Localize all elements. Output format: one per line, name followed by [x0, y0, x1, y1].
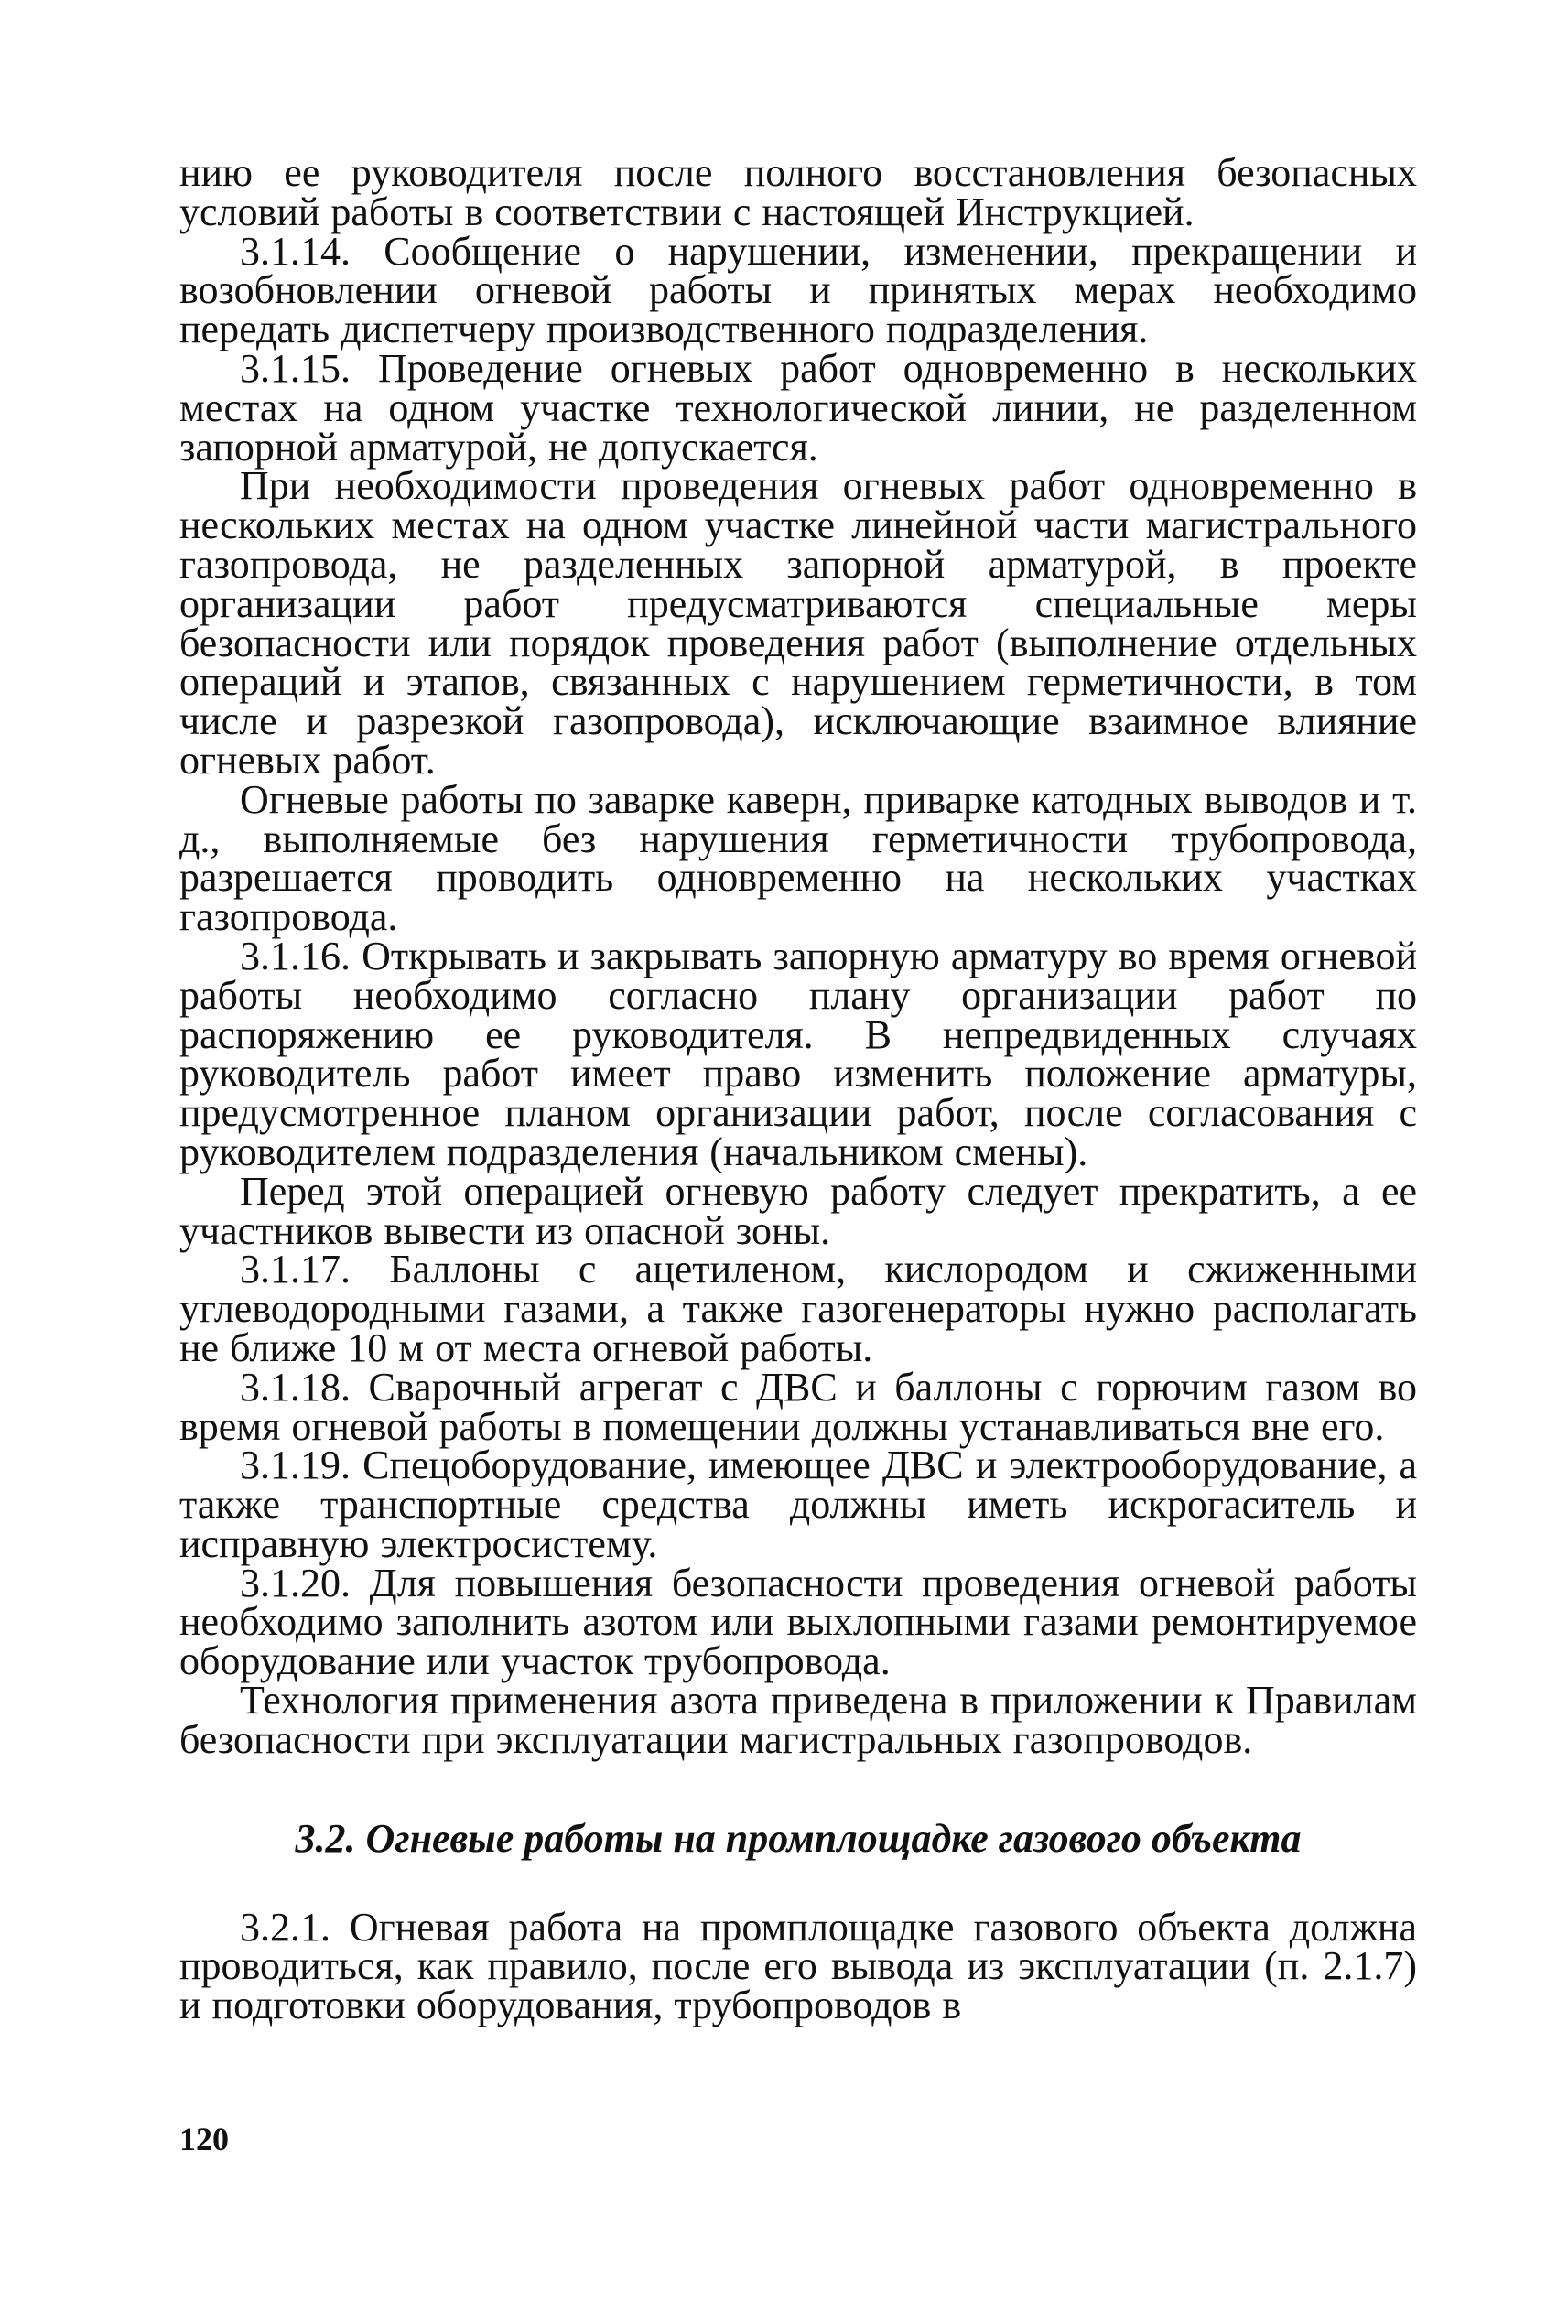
- section-heading-3-2: 3.2. Огневые работы на промплощадке газового объекта: [295, 1815, 1302, 1861]
- paragraph-3-1-17: 3.1.17. Баллоны с ацетиленом, кислородом и сжиженными углеводородными газами, а также газогенераторы нужно располагать не ближе 10 м от места огневой работы.: [179, 1247, 1417, 1370]
- paragraph-3-1-16: 3.1.16. Открывать и закрывать запорную арматуру во время огневой работы необходимо согласно плану организации работ по распоряжению ее руководителя. В непредвиденных случаях руководитель работ имеет право изменить положение арматуры, предусмотренное планом организации работ, после согласования с руководителем подразделения (начальником смены).: [179, 933, 1417, 1174]
- paragraph-stop-work: Перед этой операцией огневую работу следует прекратить, а ее участников вывести из опасной зоны.: [179, 1168, 1417, 1253]
- page-body: [179, 150, 1417, 2028]
- paragraph-cavern-welding: Огневые работы по заварке каверн, приварке катодных выводов и т. д., выполняемые без нарушения герметичности трубопровода, разрешается проводить одновременно на нескольких участках газопровода.: [179, 776, 1417, 940]
- paragraph-3-1-15: 3.1.15. Проведение огневых работ одновременно в нескольких местах на одном участке технологической линии, не разделенном запорной арматурой, не допускается.: [179, 345, 1417, 470]
- paragraph-3-1-18: 3.1.18. Сварочный агрегат с ДВС и баллоны с горючим газом во время огневой работы в помещении должны устанавливаться вне его.: [179, 1364, 1417, 1449]
- paragraph-3-1-14: 3.1.14. Сообщение о нарушении, изменении, прекращении и возобновлении огневой работы и принятых мерах необходимо передать диспетчеру производственного подразделения.: [179, 228, 1417, 352]
- paragraph-continuation: нию ее руководителя после полного восстановления безопасных условий работы в соответствии с настоящей Инструкцией.: [179, 150, 1417, 234]
- paragraph-3-1-20: 3.1.20. Для повышения безопасности проведения огневой работы необходимо заполнить азотом или выхлопными газами ремонтируемое оборудование или участок трубопровода.: [179, 1560, 1417, 1684]
- paragraph-3-1-19: 3.1.19. Спецоборудование, имеющее ДВС и электрооборудование, а также транспортные средства должны иметь искрогаситель и исправную электросистему.: [179, 1443, 1417, 1566]
- page-number: 120: [179, 2121, 229, 2157]
- paragraph-nitrogen-technology: Технология применения азота приведена в приложении к Правилам безопасности при эксплуатации магистральных газопроводов.: [179, 1678, 1417, 1762]
- paragraph-simultaneous-works: При необходимости проведения огневых работ одновременно в нескольких местах на одном участке линейной части магистрального газопровода, не разделенных запорной арматурой, в проекте организации работ предусматриваются специальные меры безопасности или порядок проведения работ (выполнение отдельных операций и этапов, связанных с нарушением герметичности, в том числе и разрезкой газопровода), исключающие взаимное влияние огневых работ.: [179, 463, 1417, 783]
- paragraph-3-2-1: 3.2.1. Огневая работа на промплощадке газового объекта должна проводиться, как правило, после его вывода из эксплуатации (п. 2.1.7) и подготовки оборудования, трубопроводов в: [179, 1904, 1417, 2028]
